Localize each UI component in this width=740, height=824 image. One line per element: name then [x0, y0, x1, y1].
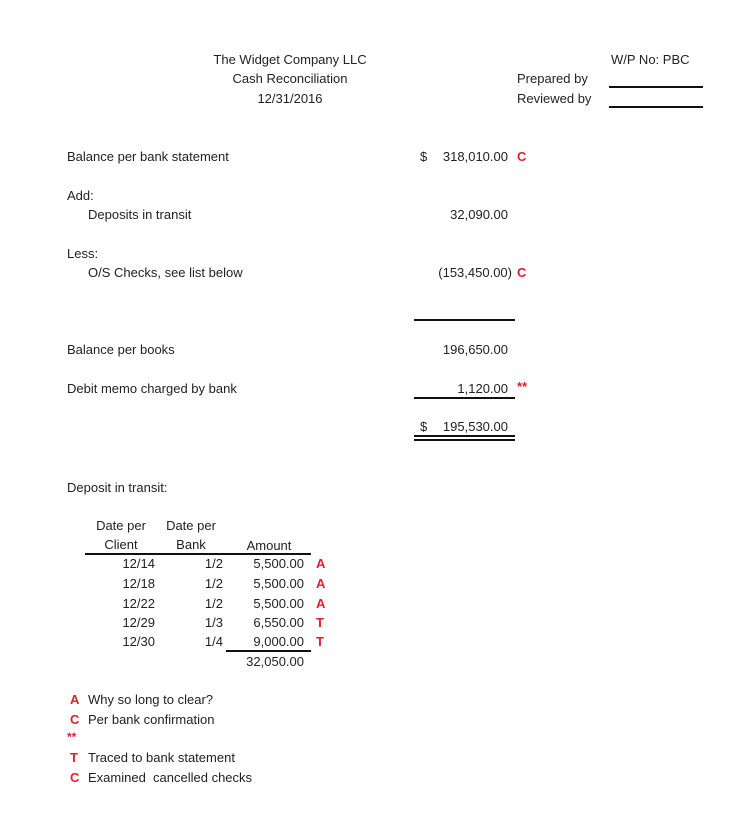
less-label: Less:: [67, 246, 99, 261]
col-header-bank-line1: Date per: [166, 518, 216, 533]
deposits-in-transit-label: Deposits in transit: [88, 207, 192, 222]
reviewed-by-signature-line[interactable]: [609, 106, 703, 108]
col-header-client-line2: Client: [104, 537, 138, 552]
bank-balance-value: 318,010.00: [442, 149, 508, 164]
legend-mark: C: [70, 712, 80, 727]
row-client-date: 12/30: [122, 634, 155, 649]
row-client-date: 12/29: [122, 615, 155, 630]
total-currency: $: [420, 419, 428, 434]
row-bank-date: 1/3: [204, 615, 223, 630]
legend-mark: **: [67, 730, 77, 744]
table-total-rule: [226, 650, 311, 652]
legend-text: Examined cancelled checks: [88, 770, 253, 785]
workpaper-number: W/P No: PBC: [611, 52, 690, 67]
row-amount: 5,500.00: [253, 576, 304, 591]
adjusted-balance-value: 195,530.00: [442, 419, 508, 434]
debit-memo-label: Debit memo charged by bank: [67, 381, 237, 396]
tickmark-c: C: [517, 149, 527, 164]
row-client-date: 12/14: [122, 556, 155, 571]
tickmark-t: T: [316, 615, 324, 630]
row-amount: 5,500.00: [253, 556, 304, 571]
document-date: 12/31/2016: [257, 91, 323, 106]
table-total: 32,050.00: [246, 654, 304, 669]
legend-mark: C: [70, 770, 80, 785]
tickmark-a: A: [316, 576, 326, 591]
legend-mark: T: [70, 750, 78, 765]
outstanding-checks-label: O/S Checks, see list below: [88, 265, 243, 280]
tickmark-a: A: [316, 556, 326, 571]
col-header-bank-line2: Bank: [176, 537, 206, 552]
col-header-amount: Amount: [246, 538, 292, 553]
prepared-by-signature-line[interactable]: [609, 86, 703, 88]
debit-memo-value: 1,120.00: [457, 381, 508, 396]
subtotal-rule: [414, 319, 515, 321]
company-name: The Widget Company LLC: [213, 52, 367, 67]
row-bank-date: 1/4: [204, 634, 223, 649]
deposits-in-transit-value: 32,090.00: [450, 207, 508, 222]
row-bank-date: 1/2: [204, 596, 223, 611]
row-amount: 5,500.00: [253, 596, 304, 611]
row-amount: 9,000.00: [253, 634, 304, 649]
add-label: Add:: [67, 188, 94, 203]
tickmark-t: T: [316, 634, 324, 649]
legend-text: Why so long to clear?: [88, 692, 214, 707]
legend-mark: A: [70, 692, 80, 707]
outstanding-checks-value: (153,450.00): [438, 265, 512, 280]
tickmark-a: A: [316, 596, 326, 611]
tickmark-c: C: [517, 265, 527, 280]
row-client-date: 12/22: [122, 596, 155, 611]
legend-text: Per bank confirmation: [88, 712, 215, 727]
total-double-rule: [414, 435, 515, 441]
row-amount: 6,550.00: [253, 615, 304, 630]
debit-memo-rule: [414, 397, 515, 399]
col-header-client-line1: Date per: [96, 518, 146, 533]
deposit-table-title: Deposit in transit:: [67, 480, 168, 495]
row-bank-date: 1/2: [204, 576, 223, 591]
document-title: Cash Reconciliation: [232, 71, 348, 86]
reviewed-by-label: Reviewed by: [517, 91, 592, 106]
tickmark-double-asterisk: **: [517, 379, 528, 394]
table-header-rule: [85, 553, 311, 555]
bank-balance-currency: $: [420, 149, 428, 164]
bank-balance-label: Balance per bank statement: [67, 149, 229, 164]
row-bank-date: 1/2: [204, 556, 223, 571]
legend-text: Traced to bank statement: [88, 750, 235, 765]
books-balance-value: 196,650.00: [442, 342, 508, 357]
books-balance-label: Balance per books: [67, 342, 175, 357]
prepared-by-label: Prepared by: [517, 71, 588, 86]
row-client-date: 12/18: [122, 576, 155, 591]
